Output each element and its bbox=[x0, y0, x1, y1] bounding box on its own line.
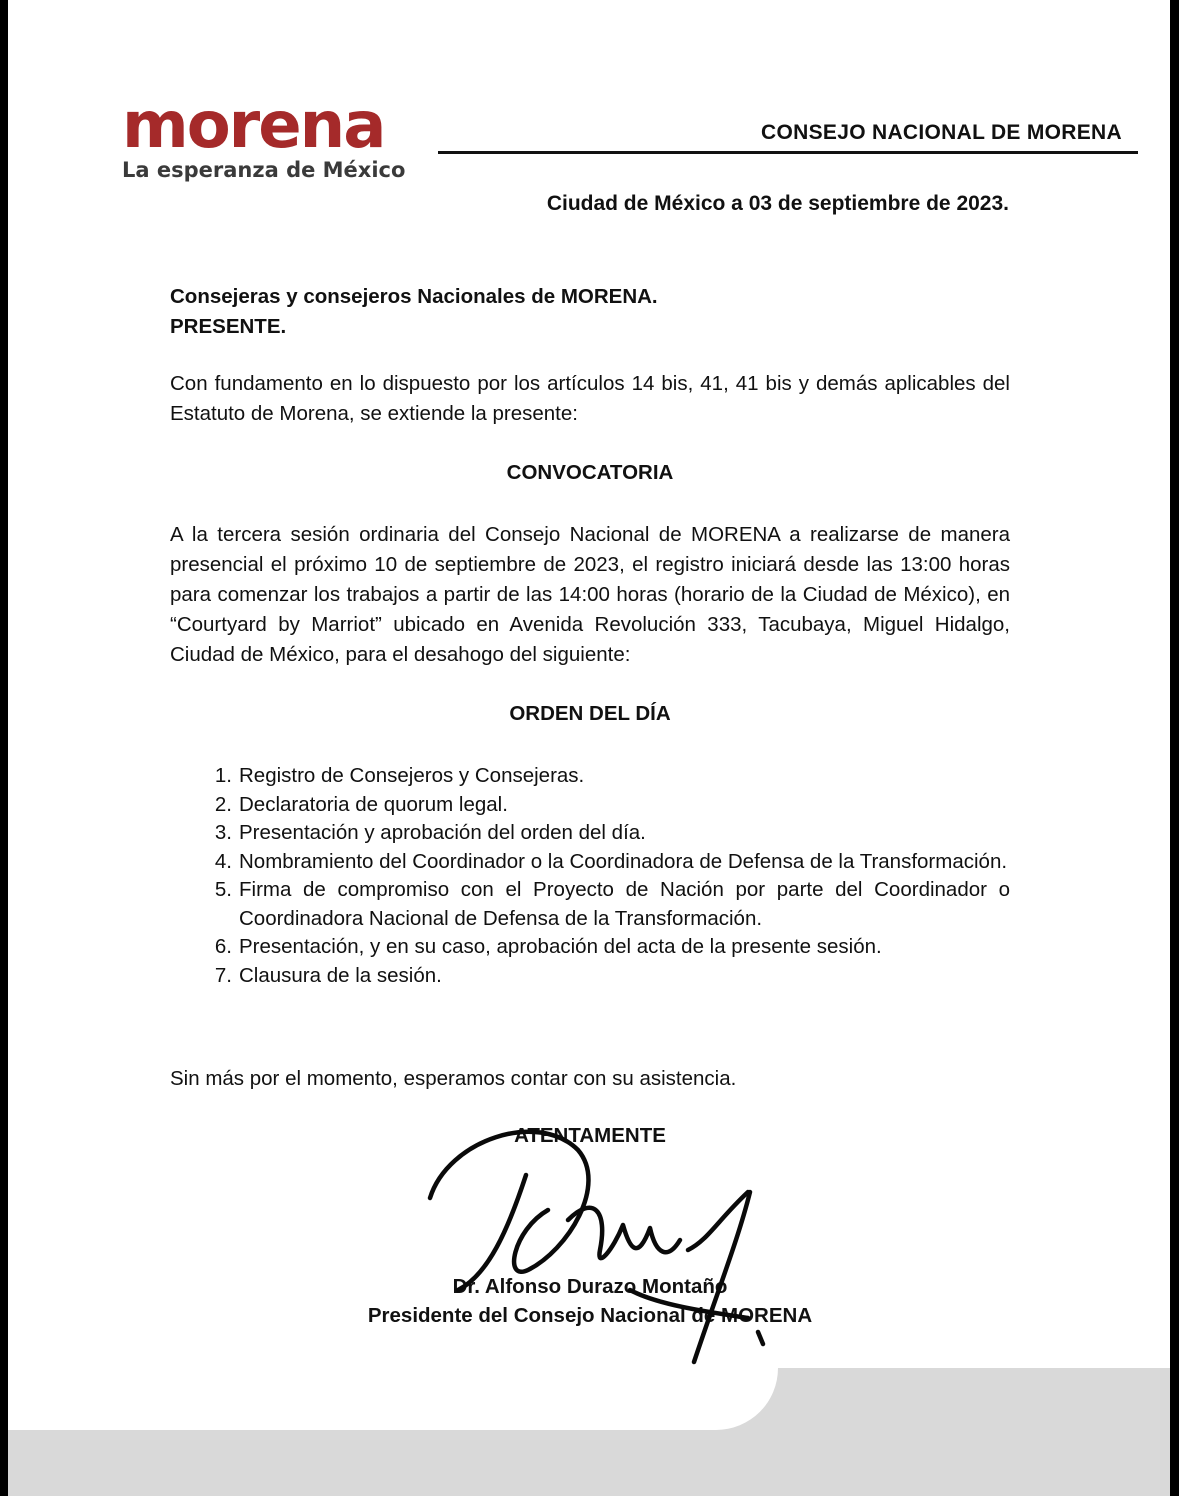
agenda-item-number: 2. bbox=[214, 792, 232, 816]
agenda-item bbox=[170, 876, 1010, 933]
intro-paragraph: Con fundamento en lo dispuesto por los artículos 14 bis, 41, 41 bis y demás aplicables del Estatuto de Morena, se extiende la presente: bbox=[170, 372, 1010, 425]
agenda-list bbox=[170, 762, 1010, 990]
agenda-item-text: Nombramiento del Coordinador o la Coordinadora de Defensa de la Transformación. bbox=[239, 849, 1008, 873]
agenda-item-number: 3. bbox=[214, 821, 232, 844]
handwritten-signature bbox=[418, 1100, 778, 1370]
agenda-item-number: 6. bbox=[214, 935, 232, 958]
agenda-item-text: Clausura de la sesión. bbox=[239, 963, 442, 987]
addressee-line-2: PRESENTE. bbox=[170, 315, 287, 338]
header-rule bbox=[438, 151, 1138, 154]
agenda-item bbox=[170, 933, 1010, 962]
logo-tagline: La esperanza de México bbox=[122, 158, 406, 182]
salutation: ATENTAMENTE bbox=[514, 1124, 666, 1147]
agenda-item-number: 7. bbox=[214, 963, 232, 987]
footer-curve bbox=[8, 1368, 778, 1430]
document-page bbox=[8, 0, 1170, 1496]
agenda-item-number: 4. bbox=[214, 849, 232, 873]
agenda-item bbox=[170, 762, 1010, 791]
closing-line: Sin más por el momento, esperamos contar con su asistencia. bbox=[170, 1067, 737, 1090]
agenda-item-text: Registro de Consejeros y Consejeras. bbox=[239, 764, 585, 787]
addressee-line-1: Consejeras y consejeros Nacionales de MORENA. bbox=[170, 285, 658, 308]
agenda-item-text: Presentación, y en su caso, aprobación del acta de la presente sesión. bbox=[239, 935, 882, 958]
signer-name: Dr. Alfonso Durazo Montaño bbox=[452, 1275, 728, 1298]
agenda-item bbox=[170, 962, 1010, 991]
morena-logo bbox=[122, 89, 406, 182]
date-line: Ciudad de México a 03 de septiembre de 2023. bbox=[546, 192, 1009, 215]
signer-role: Presidente del Consejo Nacional de MORENA bbox=[367, 1304, 813, 1327]
logo-wordmark: morena bbox=[122, 89, 385, 163]
header-title: CONSEJO NACIONAL DE MORENA bbox=[761, 121, 1122, 144]
agenda-item-number: 5. bbox=[214, 878, 232, 901]
agenda-item-text: Firma de compromiso con el Proyecto de Nación por parte del Coordinador o Coordinadora Nacional de Defensa de la Transformación. bbox=[239, 878, 1010, 930]
addressee bbox=[170, 282, 1010, 342]
agenda-item bbox=[170, 791, 1010, 820]
convocatoria-title: CONVOCATORIA bbox=[506, 461, 674, 484]
agenda-item bbox=[170, 848, 1010, 877]
agenda-item-number: 1. bbox=[214, 764, 232, 787]
agenda-item-text: Presentación y aprobación del orden del día. bbox=[239, 821, 646, 844]
orden-del-dia-title: ORDEN DEL DÍA bbox=[509, 702, 671, 725]
convocatoria-paragraph: A la tercera sesión ordinaria del Consejo Nacional de MORENA a realizarse de manera presencial el próximo 10 de septiembre de 2023, el registro iniciará desde las 13:00 horas para comenzar los trabajos a partir de las 14:00 horas (horario de la Ciudad de México), en “Courtyard by Marriot” ubicado en Avenida Revolución 333, Tacubaya, Miguel Hidalgo, Ciudad de México, para el desahogo del siguiente: bbox=[170, 523, 1010, 666]
agenda-item-text: Declaratoria de quorum legal. bbox=[239, 792, 508, 816]
agenda-item bbox=[170, 819, 1010, 848]
